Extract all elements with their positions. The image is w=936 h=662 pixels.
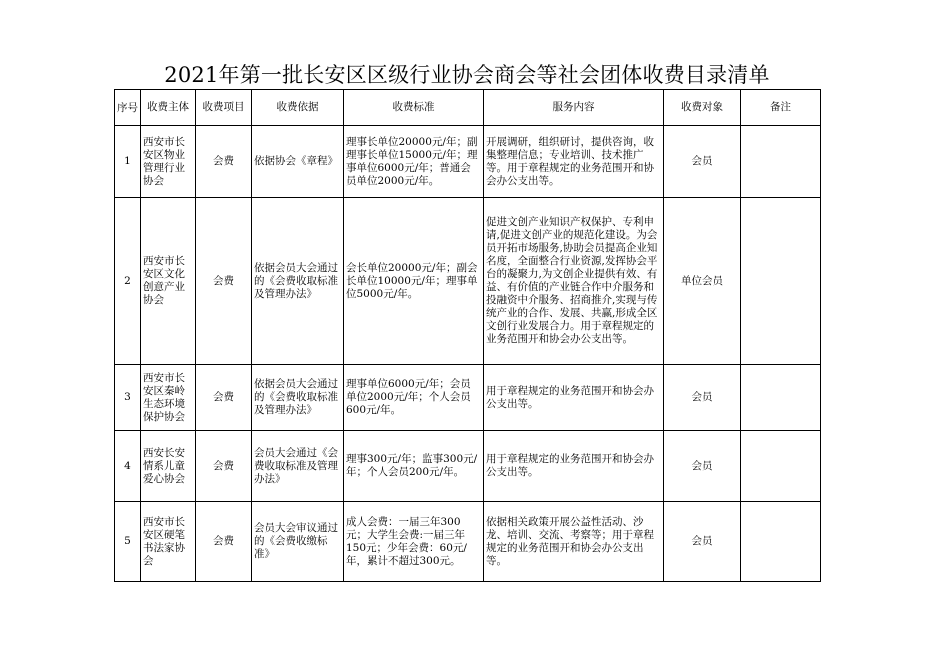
- cell-remark: [741, 431, 821, 502]
- header-row: [115, 90, 821, 126]
- cell-subject: 西安长安情系儿童爱心协会: [141, 431, 196, 502]
- cell-remark: [741, 126, 821, 198]
- cell-basis: 会员大会审议通过的《会费收缴标准》: [252, 502, 344, 582]
- cell-remark: [741, 502, 821, 582]
- cell-target: 会员: [664, 431, 741, 502]
- cell-subject: 西安市长安区文化创意产业协会: [141, 198, 196, 365]
- cell-item: 会费: [196, 431, 252, 502]
- table-row: [115, 365, 821, 431]
- cell-service: 开展调研，组织研讨，提供咨询，收集整理信息；专业培训、技术推广等。用于章程规定的业务范围开和协会办公支出等。: [484, 126, 664, 198]
- cell-basis: 会员大会通过《会费收取标准及管理办法》: [252, 431, 344, 502]
- cell-basis: 依据会员大会通过的《会费收取标准及管理办法》: [252, 198, 344, 365]
- cell-item: 会费: [196, 502, 252, 582]
- page-title: 2021年第一批长安区区级行业协会商会等社会团体收费目录清单: [164, 63, 770, 87]
- cell-seq: 1: [115, 126, 141, 198]
- cell-target: 会员: [664, 126, 741, 198]
- cell-standard: 理事300元/年；监事300元/年；个人会员200元/年。: [344, 431, 484, 502]
- table-row: [115, 502, 821, 582]
- col-header-target: 收费对象: [664, 90, 741, 126]
- cell-standard: 会长单位20000元/年；副会长单位10000元/年；理事单位5000元/年。: [344, 198, 484, 365]
- col-header-standard: 收费标准: [344, 90, 484, 126]
- cell-seq: 5: [115, 502, 141, 582]
- col-header-item: 收费项目: [196, 90, 252, 126]
- fee-table: [114, 89, 821, 582]
- col-header-subject: 收费主体: [141, 90, 196, 126]
- cell-remark: [741, 365, 821, 431]
- cell-basis: 依据协会《章程》: [252, 126, 344, 198]
- cell-seq: 3: [115, 365, 141, 431]
- cell-target: 会员: [664, 365, 741, 431]
- cell-item: 会费: [196, 126, 252, 198]
- cell-target: 会员: [664, 502, 741, 582]
- cell-standard: 理事单位6000元/年；会员单位2000元/年；个人会员600元/年。: [344, 365, 484, 431]
- col-header-seq: 序号: [115, 90, 141, 126]
- cell-subject: 西安市长安区硬笔书法家协会: [141, 502, 196, 582]
- cell-standard: 成人会费：一届三年300元；大学生会费:一届三年150元；少年会费：60元/年，累计不超过300元。: [344, 502, 484, 582]
- cell-service: 依据相关政策开展公益性活动、沙龙、培训、交流、考察等；用于章程规定的业务范围开和协会办公支出等。: [484, 502, 664, 582]
- cell-target: 单位会员: [664, 198, 741, 365]
- col-header-service: 服务内容: [484, 90, 664, 126]
- table-row: [115, 198, 821, 365]
- cell-item: 会费: [196, 198, 252, 365]
- cell-remark: [741, 198, 821, 365]
- cell-subject: 西安市长安区秦岭生态环境保护协会: [141, 365, 196, 431]
- col-header-remark: 备注: [741, 90, 821, 126]
- col-header-basis: 收费依据: [252, 90, 344, 126]
- cell-basis: 依据会员大会通过的《会费收取标准及管理办法》: [252, 365, 344, 431]
- cell-service: 促进文创产业知识产权保护、专利申请,促进文创产业的规范化建设。为会员开拓市场服务,协助会员提高企业知名度，全面整合行业资源,发挥协会平台的凝聚力,为文创企业提供有效、有益、有价值的产业链合作中介服务和投融资中介服务、招商推介,实现与传统产业的合作、发展、共赢,形成全区文创行业发展合力。用于章程规定的业务范围开和协会办公支出等。: [484, 198, 664, 365]
- cell-item: 会费: [196, 365, 252, 431]
- cell-service: 用于章程规定的业务范围开和协会办公支出等。: [484, 365, 664, 431]
- cell-subject: 西安市长安区物业管理行业协会: [141, 126, 196, 198]
- cell-service: 用于章程规定的业务范围开和协会办公支出等。: [484, 431, 664, 502]
- cell-standard: 理事长单位20000元/年；副理事长单位15000元/年；理事单位6000元/年；普通会员单位2000元/年。: [344, 126, 484, 198]
- table-row: [115, 126, 821, 198]
- cell-seq: 4: [115, 431, 141, 502]
- table-row: [115, 431, 821, 502]
- cell-seq: 2: [115, 198, 141, 365]
